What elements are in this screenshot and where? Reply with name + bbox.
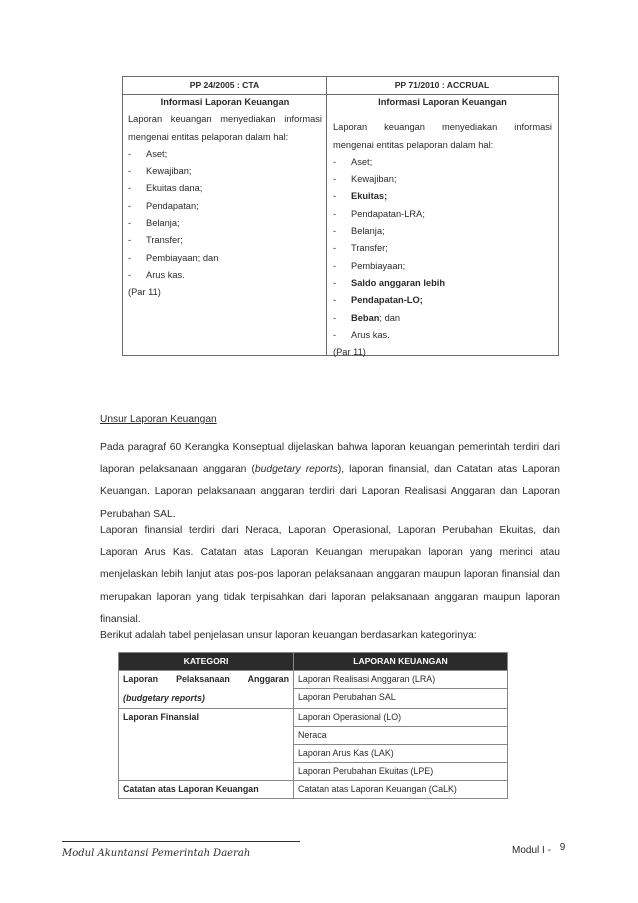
right-list-item-text: Pembiayaan; [351,260,406,271]
right-list-item-text: Beban [351,312,380,323]
left-title: Informasi Laporan Keuangan [160,97,290,107]
right-list-item-text: Transfer; [351,243,388,254]
right-list-item-text: Aset; [351,156,373,167]
right-list-item [333,310,552,327]
para3-text: Berikut adalah tabel penjelasan unsur laporan keuangan berdasarkan kategorinya: [100,630,477,641]
report-cell: Laporan Operasional (LO) [294,709,508,727]
report-cell: Laporan Perubahan Ekuitas (LPE) [294,763,508,781]
left-list-item: - Pembiayaan; dan [128,250,322,267]
header-kategori: KATEGORI [119,653,294,671]
left-intro: Laporan keuangan menyediakan informasi mengenai entitas pelaporan dalam hal: [128,114,322,142]
category-cell: Laporan Finansial [119,709,294,781]
right-list-item-text: Ekuitas; [351,191,388,202]
row1-category: Laporan Pelaksanaan Anggaran [123,674,289,684]
paragraph-3 [100,625,560,647]
right-list-item-text: Arus kas. [351,329,390,340]
para1-before: Pada paragraf 60 Kerangka Konseptual dijelaskan bahwa laporan keuangan pemerintah terdiri dari laporan pelaksanaan anggaran ( [100,442,560,476]
report-cell: Laporan Realisasi Anggaran (LRA) [294,671,508,689]
right-list-item-text: Belanja; [351,226,385,237]
right-list-item [333,327,552,344]
left-list-item: - Aset; [128,146,322,163]
table-row [119,671,508,689]
left-ref: (Par 11) [128,287,161,298]
category-cell: Catatan atas Laporan Keuangan [119,781,294,799]
right-list-item [333,275,552,292]
left-list-item: - Pendapatan; [128,198,322,215]
left-column [128,94,322,302]
right-title: Informasi Laporan Keuangan [378,97,507,107]
right-column [333,94,552,361]
category-header-row [119,653,508,671]
report-cell: Neraca [294,727,508,745]
left-list-item: - Kewajiban; [128,163,322,180]
para1-after: ), laporan finansial, dan Catatan atas Laporan Keuangan. Laporan pelaksanaan anggaran terdiri dari Laporan Realisasi Anggaran dan Laporan Perubahan SAL. [100,464,560,520]
left-header: PP 24/2005 : CTA [189,80,260,90]
left-list-item: - Belanja; [128,215,322,232]
right-ref: (Par 11) [333,347,366,358]
right-list-item-text: Saldo anggaran lebih [351,277,446,288]
section-heading: Unsur Laporan Keuangan [100,414,217,425]
right-list-item [333,171,552,188]
paragraph-1 [100,437,560,526]
paragraph-2 [100,520,560,631]
comparison-header [123,77,558,95]
para2-text: Laporan finansial terdiri dari Neraca, Laporan Operasional, Laporan Perubahan Ekuitas, dan Laporan Arus Kas. Catatan atas Laporan Keuangan merupakan laporan yang merinci atau menjelaskan lebih lanjut atas pos-pos laporan pelaksanaan anggaran maupun laporan finansial dan merupakan laporan yang tidak terpisahkan dari laporan pelaksanaan anggaran maupun laporan finansial. [100,525,560,625]
left-list [128,146,322,284]
table-row [119,781,508,799]
report-cell: Laporan Arus Kas (LAK) [294,745,508,763]
right-list-item [333,240,552,257]
footer-rule [62,841,300,842]
left-list-item: - Transfer; [128,232,322,249]
header-laporan: LAPORAN KEUANGAN [294,653,508,671]
right-list-item [333,154,552,171]
right-list-item-suffix: ; dan [379,312,401,323]
row1-category-italic: (budgetary reports) [123,693,205,703]
right-list-item-text: Pendapatan-LRA; [351,208,425,219]
right-intro: Laporan keuangan menyediakan informasi mengenai entitas pelaporan dalam hal: [333,122,552,150]
footer-title: Modul Akuntansi Pemerintah Daerah [62,848,251,859]
right-list-item-text: Kewajiban; [351,174,397,185]
para1-italic: budgetary reports [254,464,338,476]
page-number: 9 [559,842,566,853]
comparison-table [122,76,559,356]
right-list-item [333,188,552,205]
table-row [119,709,508,727]
left-list-item: - Arus kas. [128,267,322,284]
category-table [118,652,508,799]
report-cell: Catatan atas Laporan Keuangan (CaLK) [294,781,508,799]
right-list-item-text: Pendapatan-LO; [351,295,423,306]
right-header: PP 71/2010 : ACCRUAL [394,80,490,90]
footer-page [512,842,566,856]
report-cell: Laporan Perubahan SAL [294,689,508,709]
right-list-item [333,258,552,275]
right-list-item [333,292,552,309]
category-cell [119,671,294,709]
right-list-item [333,206,552,223]
right-list [333,154,552,344]
footer-module: Modul I - [512,845,551,856]
left-list-item: - Ekuitas dana; [128,180,322,197]
right-list-item [333,223,552,240]
column-divider [326,77,327,355]
